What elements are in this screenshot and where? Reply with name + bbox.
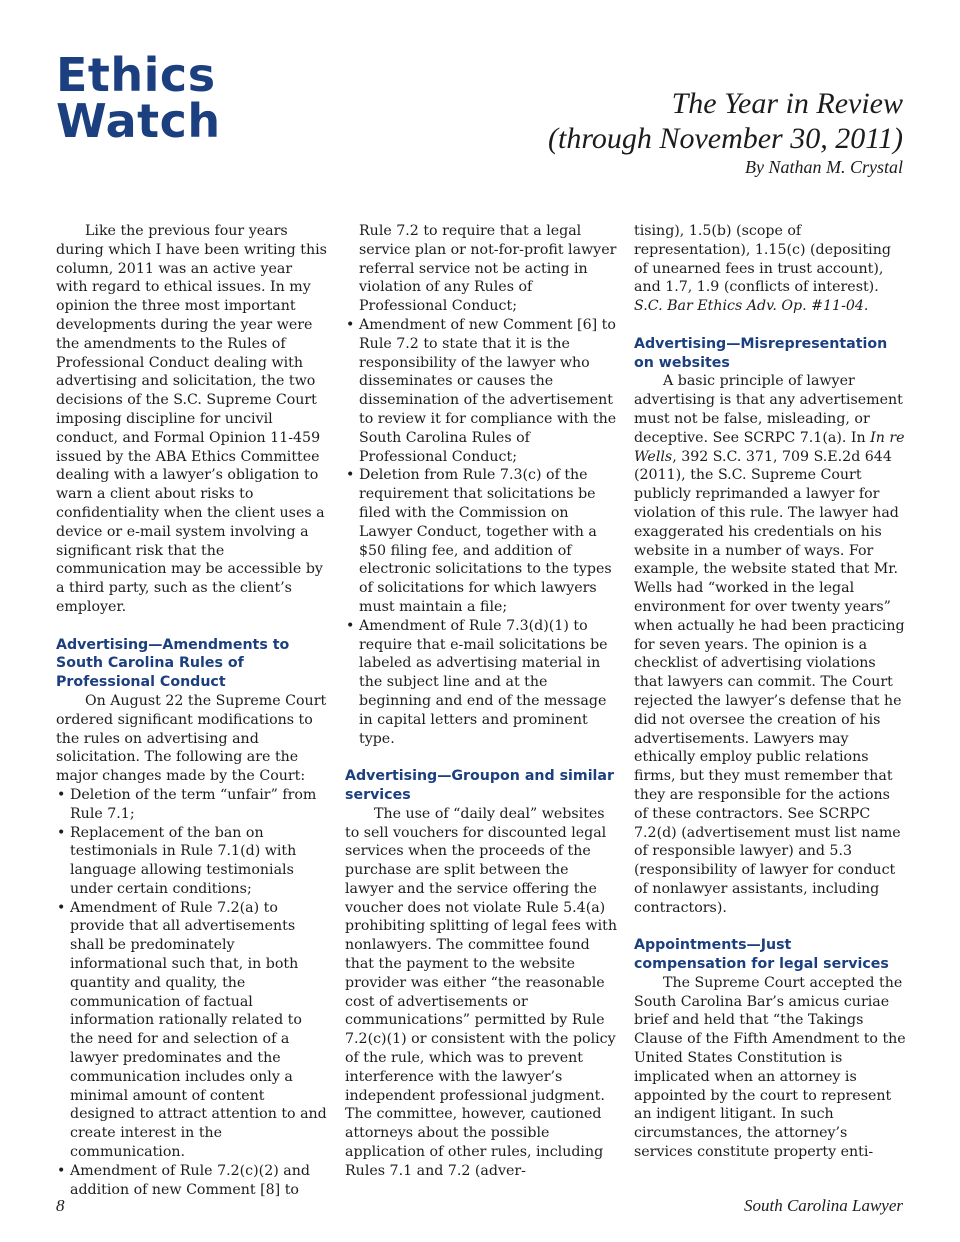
list-item: • Deletion of the term “unfair” from Rule 7.1; [56, 786, 328, 824]
section-heading-amendments: Advertising—Amendments to South Carolina Rules of Professional Conduct [56, 636, 290, 691]
list-item: • Amendment of Rule 7.3(d)(1) to require that e-mail solicitations be labeled as advertising material in the subject line and at the beginning and end of the message in capital letters and prominent type. [345, 617, 617, 749]
subtitle-line-2: (through November 30, 2011) [548, 122, 903, 155]
title-line-1: Ethics [56, 48, 216, 102]
list-item-continuation: Rule 7.2 to require that a legal service plan or not-for-profit lawyer referral service not be acting in violation of any Rules of Professional Conduct; [359, 223, 617, 315]
column-2 [345, 222, 617, 1181]
column-3 [634, 222, 906, 1162]
list-item: • Amendment of new Comment [6] to Rule 7.2 to state that it is the responsibility of the lawyer who disseminates or causes the dissemination of the advertisement to review it for compliance with the South Carolina Rules of Professional Conduct; [345, 316, 617, 466]
citation: S.C. Bar Ethics Adv. Op. #11-04. [634, 298, 869, 315]
body-paragraph: The use of “daily deal” websites to sell vouchers for discounted legal services when the proceeds of the purchase are split between the lawyer and the service offering the voucher does not violate Rule 5.4(a) prohibiting splitting of legal fees with nonlawyers. The committee found that the payment to the website provider was either “the reasonable cost of advertisements or communications” permitted by Rule 7.2(c)(1) or consistent with the policy of the rule, which was to prevent interference with the lawyer’s independent professional judgment. The committee, however, cautioned attorneys about the possible application of other rules, including Rules 7.1 and 7.2 (adver- [345, 805, 617, 1179]
subtitle-line-1: The Year in Review [671, 87, 903, 120]
text-run: A basic principle of lawyer advertising is that any advertisement must not be false, misleading, or deceptive. See SCRPC 7.1(a). In [634, 373, 903, 446]
byline: By Nathan M. Crystal [745, 157, 903, 177]
section-heading-groupon: Advertising—Groupon and similar services [345, 768, 614, 803]
body-paragraph [634, 372, 906, 917]
list-item: • Amendment of Rule 7.2(c)(2) and addition of new Comment [8] to [56, 1162, 328, 1200]
column-1 [56, 222, 328, 1199]
section-heading-appointments: Appointments—Just compensation for legal services [634, 937, 889, 973]
body-paragraph: The Supreme Court accepted the South Carolina Bar’s amicus curiae brief and held that “the Takings Clause of the Fifth Amendment to the United States Constitution is implicated when an attorney is appointed by the court to represent an indigent litigant. In such circumstances, the attorney’s services constitute property enti- [634, 974, 906, 1161]
publication-name: South Carolina Lawyer [744, 1196, 903, 1215]
page-title [56, 48, 221, 148]
bullet-list [56, 786, 328, 1200]
body-paragraph: On August 22 the Supreme Court ordered significant modifications to the rules on advertising and solicitation. The following are the major changes made by the Court: [56, 692, 327, 785]
bullet-list [345, 316, 617, 748]
list-item: • Amendment of Rule 7.2(a) to provide that all advertisements shall be predominately informational such that, in both quantity and quality, the communication of factual information rationally related to the need for and selection of a lawyer predominates and the communication includes only a minimal amount of content designed to attract attention to and create interest in the communication. [56, 899, 328, 1162]
title-line-2: Watch [56, 94, 221, 148]
intro-paragraph: Like the previous four years during which I have been writing this column, 2011 was an active year with regard to ethical issues. In my opinion the three most important developments during the year were the amendments to the Rules of Professional Conduct dealing with advertising and solicitation, the two decisions of the S.C. Supreme Court imposing discipline for uncivil conduct, and Formal Opinion 11-459 issued by the ABA Ethics Committee dealing with a lawyer’s obligation to warn a client about risks to confidentiality when the client uses a device or e-mail system involving a significant risk that the communication may be accessible by a third party, such as the client’s employer. [56, 223, 327, 615]
continuation-text: tising), 1.5(b) (scope of representation), 1.15(c) (depositing of unearned fees in trust account), and 1.7, 1.9 (conflicts of interest). [634, 223, 891, 296]
section-heading-websites: Advertising—Misrepresentation on websites [634, 335, 888, 371]
case-name: In re Wells [634, 429, 905, 465]
paragraph-continuation [634, 222, 906, 316]
article-title [548, 86, 903, 156]
list-item: • Replacement of the ban on testimonials in Rule 7.1(d) with language allowing testimonials under certain conditions; [56, 824, 328, 899]
page-number: 8 [56, 1196, 65, 1215]
list-item: • Deletion from Rule 7.3(c) of the requirement that solicitations be filed with the Commission on Lawyer Conduct, together with a $50 filing fee, and addition of electronic solicitations to the types of solicitations for which lawyers must maintain a file; [345, 466, 617, 616]
text-run: , 392 S.C. 371, 709 S.E.2d 644 (2011), the S.C. Supreme Court publicly reprimanded a lawyer for violation of this rule. The lawyer had exaggerated his credentials on his website in a number of ways. For example, the website stated that Mr. Wells had “worked in the legal environment for over twenty years” when actually he had been practicing for seven years. The opinion is a checklist of advertising violations that lawyers can commit. The Court rejected the lawyer’s defense that he did not oversee the creation of his advertisements. Lawyers may ethically employ public relations firms, but they must remember that they are responsible for the actions of these contractors. See SCRPC 7.2(d) (advertisement must list name of responsible lawyer) and 5.3 (responsibility of lawyer for conduct of nonlawyer assistants, including contractors). [634, 448, 905, 916]
